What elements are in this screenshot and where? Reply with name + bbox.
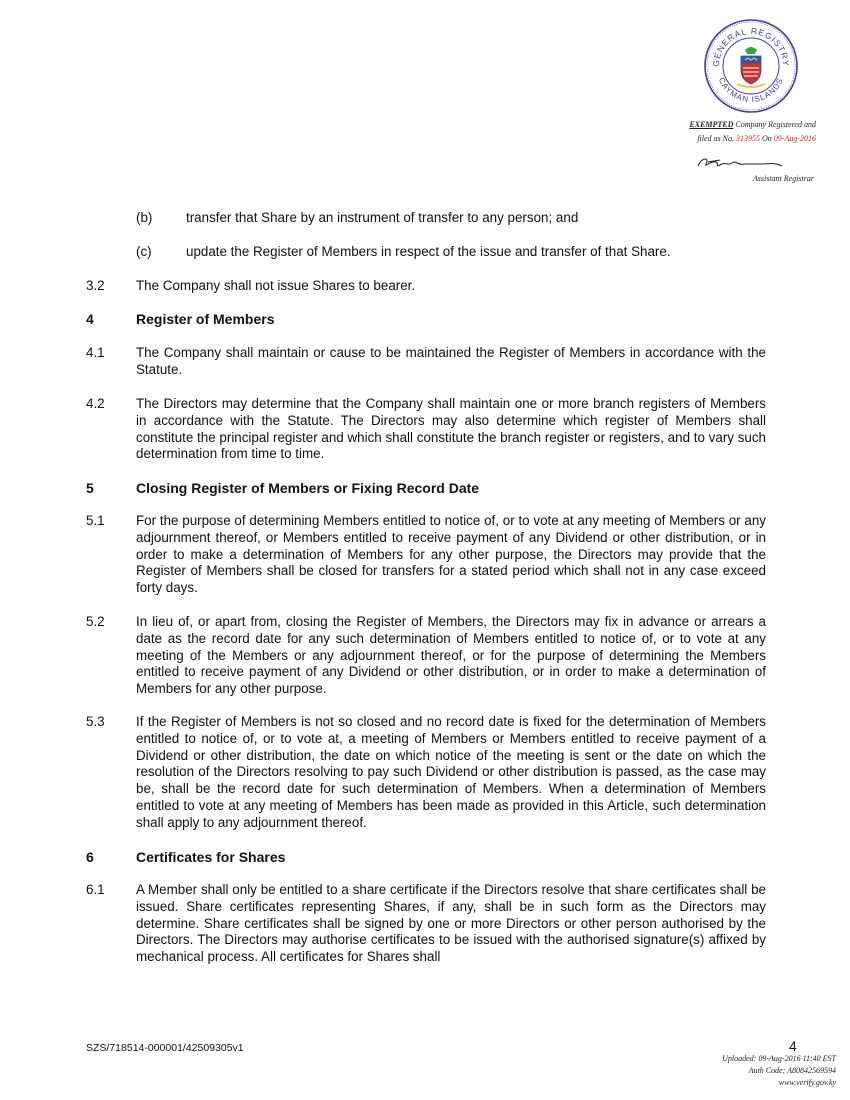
clause-number: 3.2 <box>86 278 105 293</box>
clause-number: 6.1 <box>86 882 105 897</box>
stamp-line-2 <box>616 132 816 146</box>
clause-number: 5.3 <box>86 714 105 729</box>
section-number: 5 <box>86 480 94 496</box>
clause-text: update the Register of Members in respect of the issue and transfer of that Share. <box>186 244 671 259</box>
registration-number: 313955 <box>736 134 760 143</box>
seal-top-text: GENERAL REGISTRY <box>710 25 792 68</box>
clause-text: The Company shall not issue Shares to bearer. <box>136 278 416 293</box>
clause-text: A Member shall only be entitled to a share certificate if the Directors resolve that share certificates shall be issued. Share certificates representing Shares, if any, shall be in such form as the Directors may determine. Share certificates shall be signed by one or more Directors or other person authorised by the Directors. The Directors may authorise certificates to be issued with the authorised signature(s) affixed by mechanical process. All certificates for Shares shall <box>136 882 766 965</box>
seal-bottom-text: CAYMAN ISLANDS <box>716 76 786 105</box>
clause-number: 4.1 <box>86 345 105 360</box>
registry-seal <box>703 18 799 114</box>
clause-text: For the purpose of determining Members entitled to notice of, or to vote at any meeting of Members or any adjournment thereof, or Members entitled to receive payment of any Dividend or other distribution, or in order to make a determination of Members for any other purpose, the Directors may provide that the Register of Members shall be closed for transfers for a stated period which shall not in any case exceed forty days. <box>136 513 766 596</box>
clause-text: The Company shall maintain or cause to be maintained the Register of Members in accordance with the Statute. <box>136 345 766 377</box>
stamp-on-text: On <box>760 134 774 143</box>
assistant-registrar-label: Assistant Registrar <box>752 174 814 183</box>
section-number: 4 <box>86 311 94 327</box>
section-title: Closing Register of Members or Fixing Record Date <box>136 480 480 496</box>
clause-number: 5.2 <box>86 614 105 629</box>
section-title: Register of Members <box>136 311 275 327</box>
registration-date: 09-Aug-2016 <box>773 134 816 143</box>
exempted-label: EXEMPTED <box>689 120 734 129</box>
clause-number: 5.1 <box>86 513 105 528</box>
section-title: Certificates for Shares <box>136 849 286 865</box>
page-number: 4 <box>789 1038 797 1054</box>
section-number: 6 <box>86 849 94 865</box>
stamp-filed-text: filed as No. <box>697 134 736 143</box>
clause-number: (c) <box>136 244 152 259</box>
clause-number: (b) <box>136 210 153 225</box>
stamp-line-1 <box>616 118 816 132</box>
stamp-line1-text: Company Registered and <box>733 120 816 129</box>
clause-text: transfer that Share by an instrument of transfer to any person; and <box>186 210 579 225</box>
clause-text: In lieu of, or apart from, closing the Register of Members, the Directors may fix in advance or arrears a date as the record date for any such determination of Members entitled to notice of, or to vote at any meeting of the Members or any adjournment thereof, or for the purpose of determining the Members entitled to receive payment of any Dividend or other distribution, or in order to make a determination of Members for any other purpose. <box>136 614 766 697</box>
clause-text: The Directors may determine that the Company shall maintain one or more branch registers of Members in accordance with the Statute. The Directors may also determine which register of Members shall constitute the principal register and which shall constitute the branch register or registers, and to vary such determination from time to time. <box>136 396 766 462</box>
upload-stamp <box>722 1053 836 1089</box>
clause-text: If the Register of Members is not so closed and no record date is fixed for the determination of Members entitled to notice of, or to vote at, a meeting of Members or Members entitled to receive payment of a Dividend or other distribution, the date on which notice of the meeting is sent or the date on which the resolution of the Directors resolving to pay such Dividend or other distribution is passed, as the case may be, shall be the record date for such determination of Members. When a determination of Members entitled to vote at any meeting of Members has been made as provided in this Article, such determination shall apply to any adjournment thereof. <box>136 714 766 830</box>
registrar-signature <box>694 152 790 174</box>
coat-of-arms-icon <box>737 47 765 87</box>
clause-number: 4.2 <box>86 396 105 411</box>
document-reference: SZS/718514-000001/42509305v1 <box>86 1042 244 1054</box>
uploaded-text: Uploaded: 09-Aug-2016 11:40 EST <box>722 1054 836 1063</box>
auth-code-text: Auth Code: A80842569594 <box>748 1066 836 1075</box>
verify-website-link[interactable]: www.verify.gov.ky <box>778 1078 836 1087</box>
registry-stamp <box>616 118 816 146</box>
